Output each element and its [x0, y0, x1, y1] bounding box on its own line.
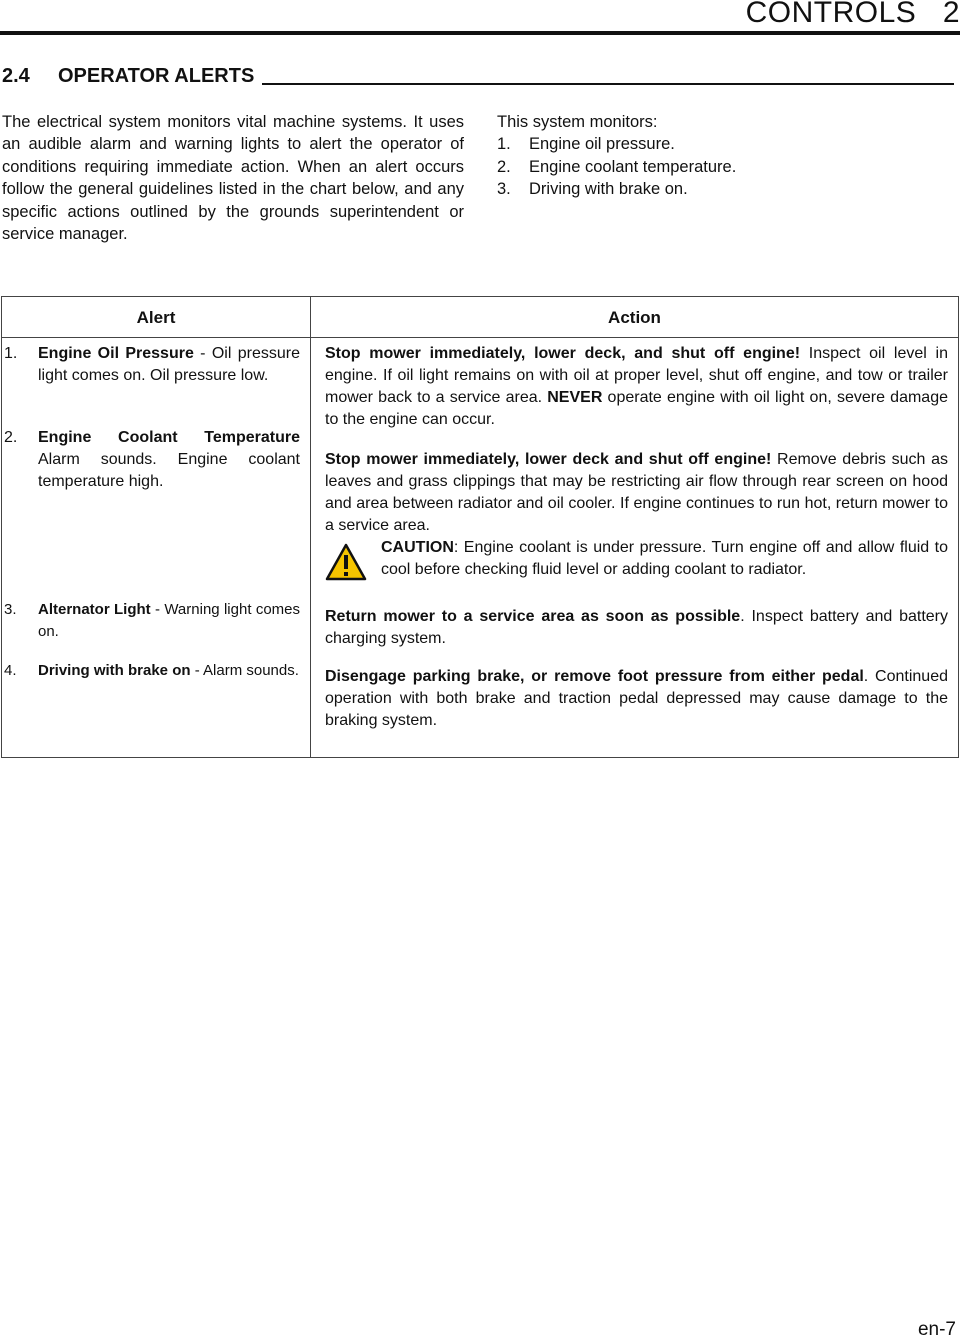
alert-cell	[2, 338, 311, 758]
intro-paragraph: The electrical system monitors vital machine systems. It uses an audible alarm and warning lights to alert the operator of conditions requiring immediate action. When an alert occurs follow the general guidelines listed in the chart below, and any specific actions outlined by the grounds superintendent or service manager.	[2, 113, 464, 244]
list-item: 1. Engine oil pressure.	[497, 135, 675, 154]
alert-item-oil: 1. Engine Oil Pressure - Oil pressure light comes on. Oil pressure low.	[4, 345, 300, 384]
section-title: OPERATOR ALERTS	[58, 65, 255, 87]
action-item-brake: Disengage parking brake, or remove foot pressure from either pedal. Continued operation with both brake and traction pedal depressed may cause damage to the braking system.	[325, 668, 948, 729]
list-item: 3. Driving with brake on.	[497, 180, 688, 199]
section-number: 2.4	[2, 65, 30, 87]
alert-item-alternator: 3. Alternator Light - Warning light comes on.	[4, 601, 300, 640]
alert-item-brake: 4. Driving with brake on - Alarm sounds.	[4, 662, 299, 679]
alert-column-header: Alert	[2, 297, 311, 338]
action-column-header: Action	[311, 297, 959, 338]
table-header-row	[2, 297, 959, 338]
caution-note: CAUTION: Engine coolant is under pressure. Turn engine off and allow fluid to cool before checking fluid level or adding coolant to radiator.	[325, 537, 948, 588]
alert-item-coolant: 2. Engine Coolant Temperature Alarm sounds. Engine coolant temperature high.	[4, 429, 300, 490]
alerts-table	[1, 296, 959, 758]
action-cell	[311, 338, 959, 758]
page-header-title: CONTROLS 2	[745, 0, 960, 29]
monitors-list	[497, 111, 817, 201]
section-underline	[262, 83, 954, 85]
monitors-heading: This system monitors:	[497, 113, 658, 131]
action-item-alternator: Return mower to a service area as soon as possible. Inspect battery and battery charging system.	[325, 608, 949, 647]
action-item-coolant: Stop mower immediately, lower deck and shut off engine! Remove debris such as leaves and grass clippings that may be restricting air flow through rear screen on hood and area between radiator and oil cooler. If engine continues to run hot, return mower to a service area. CAUTION: Engine coolant is under pressure. Turn engine off and allow fluid to cool before checking fluid level or adding coolant to radiator.	[311, 449, 958, 588]
list-item: 2. Engine coolant temperature.	[497, 157, 737, 176]
action-item-oil: Stop mower immediately, lower deck, and shut off engine! Inspect oil level in engine. If oil light remains on with oil at proper level, shut off engine, and tow or trailer mower back to a service area. NEVER operate engine with oil light on, severe damage to the engine can occur.	[325, 345, 948, 428]
section-heading	[2, 62, 954, 88]
page-number: en-7	[917, 1319, 956, 1340]
warning-triangle-icon	[325, 537, 381, 588]
header-rule	[0, 31, 960, 35]
table-body-row	[2, 338, 959, 758]
